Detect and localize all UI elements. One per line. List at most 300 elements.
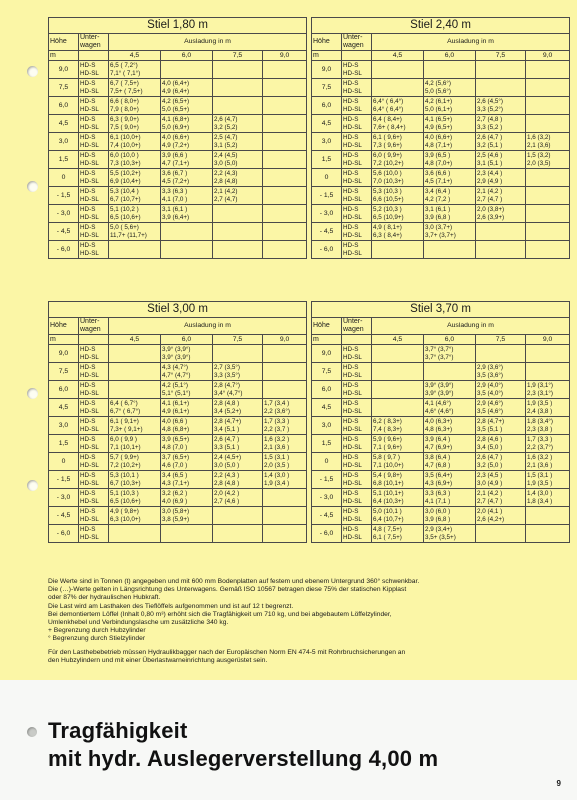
value-hdsl: 7,3 ( 9,6+) (373, 141, 402, 149)
capacity-cell (161, 381, 213, 399)
value-hds: 4,0 (6,6+) (162, 133, 190, 141)
value-hds: 5,0 ( 5,6+) (110, 223, 139, 231)
value-hds: 5,1 (10,3 ) (110, 489, 139, 497)
undercarriage-cell (79, 417, 109, 435)
undercarriage-hdsl: HD-SL (343, 389, 362, 397)
value-hdsl: 4,8 (6,8+) (162, 425, 190, 433)
note-line: Die Werte sind in Tonnen (t) angegeben und mit 600 mm Bodenplatten auf festem und ebenem Untergrund 360° schwenkbar. (48, 578, 420, 585)
capacity-cell (424, 381, 476, 399)
capacity-cell (476, 363, 526, 381)
capacity-cell (161, 241, 213, 259)
capacity-cell (213, 241, 263, 259)
column-header: 7,5 (213, 335, 263, 345)
table-row (312, 79, 570, 97)
height-cell: - 4,5 (49, 507, 79, 525)
value-hds: 2,4 (4,5) (214, 151, 238, 159)
value-hdsl: 11,7+ (11,7+) (110, 231, 147, 239)
capacity-cell (161, 435, 213, 453)
value-hdsl: 4,6° (4,6°) (425, 407, 454, 415)
value-hdsl: 7,3 (10,3+) (110, 159, 141, 167)
value-hdsl: 4,0 (6,9 ) (162, 497, 188, 505)
header-unit: m (49, 335, 79, 345)
capacity-cell (526, 381, 570, 399)
undercarriage-hds: HD-S (80, 169, 96, 177)
capacity-cell (526, 133, 570, 151)
capacity-cell (526, 241, 570, 259)
value-hdsl: 5,0 (5,6°) (425, 87, 451, 95)
undercarriage-hdsl: HD-SL (343, 443, 362, 451)
capacity-cell (476, 453, 526, 471)
capacity-cell (526, 489, 570, 507)
note-line: Die (…)-Werte gelten in Längsrichtung des Unterwagens. Gemäß ISO 10567 betragen diese 75% der statischen Kipplast (48, 586, 407, 594)
value-hds: 6,0 ( 9,9+) (373, 151, 402, 159)
undercarriage-hds: HD-S (343, 223, 359, 231)
height-cell: 7,5 (312, 79, 342, 97)
capacity-cell (213, 61, 263, 79)
undercarriage-hdsl: HD-SL (343, 159, 362, 167)
capacity-cell (161, 345, 213, 363)
value-hdsl: 3,4 (5,0 ) (477, 443, 503, 451)
undercarriage-cell (79, 133, 109, 151)
table-row (312, 363, 570, 381)
capacity-cell (372, 471, 424, 489)
value-hdsl: 3,5 (4,6°) (477, 407, 503, 415)
value-hds: 2,6 (4,7 ) (477, 453, 503, 461)
undercarriage-hds: HD-S (343, 241, 359, 249)
capacity-cell (526, 417, 570, 435)
undercarriage-hds: HD-S (80, 453, 96, 461)
height-cell: 1,5 (312, 435, 342, 453)
value-hdsl: 3,4 (5,2+) (214, 407, 242, 415)
value-hds: 5,4 ( 9,8+) (373, 471, 402, 479)
value-hdsl: 2,8 (4,8 ) (214, 479, 240, 487)
capacity-cell (213, 151, 263, 169)
undercarriage-cell (342, 399, 372, 417)
value-hds: 4,3 (4,7°) (162, 363, 188, 371)
undercarriage-cell (342, 133, 372, 151)
value-hdsl: 4,8 (7,0 ) (162, 443, 188, 451)
value-hdsl: 6,7° ( 6,7°) (110, 407, 141, 415)
value-hds: 4,2 (5,1°) (162, 381, 188, 389)
value-hdsl: 6,4° ( 6,4°) (373, 105, 404, 113)
capacity-cell (161, 223, 213, 241)
column-header: 4,5 (372, 51, 424, 61)
value-hds: 2,6 (4,5°) (477, 97, 503, 105)
note-line: den Hubzylindern und mit einer Überlastwarneinrichtung ausgerüstet sein. (48, 656, 268, 664)
capacity-cell (476, 417, 526, 435)
undercarriage-cell (79, 471, 109, 489)
value-hds: 1,4 (3,0 ) (527, 489, 553, 497)
header-unit: m (49, 51, 79, 61)
value-hds: 6,0 (10,0 ) (110, 151, 139, 159)
value-hds: 1,4 (3,0 ) (264, 471, 290, 479)
value-hds: 6,1 ( 9,1+) (110, 417, 139, 425)
capacity-cell (109, 187, 161, 205)
capacity-cell (161, 97, 213, 115)
height-cell: 6,0 (49, 381, 79, 399)
capacity-cell (213, 525, 263, 543)
undercarriage-cell (79, 187, 109, 205)
capacity-cell (213, 507, 263, 525)
capacity-cell (161, 525, 213, 543)
undercarriage-cell (79, 205, 109, 223)
capacity-cell (372, 435, 424, 453)
value-hds: 4,2 (6,1+) (425, 97, 453, 105)
header-ausladung: Ausladung in m (109, 318, 307, 335)
table-row (312, 435, 570, 453)
undercarriage-hdsl: HD-SL (80, 515, 99, 523)
value-hds: 4,0 (6,6 ) (162, 417, 188, 425)
capacity-cell (372, 133, 424, 151)
undercarriage-hdsl: HD-SL (80, 105, 99, 113)
table-row (312, 169, 570, 187)
value-hdsl: 4,9 (6,5+) (425, 123, 453, 131)
value-hds: 2,7 (3,5°) (214, 363, 240, 371)
capacity-cell (263, 417, 307, 435)
header-blank (342, 51, 372, 61)
undercarriage-cell (342, 187, 372, 205)
column-header: 6,0 (161, 335, 213, 345)
value-hds: 2,2 (4,3) (214, 169, 238, 177)
capacity-cell (526, 471, 570, 489)
undercarriage-hds: HD-S (343, 345, 359, 353)
value-hdsl: 3,2 (5,2) (214, 123, 238, 131)
height-cell: 4,5 (49, 115, 79, 133)
undercarriage-cell (342, 417, 372, 435)
value-hdsl: 3,0 (5,0) (214, 159, 238, 167)
undercarriage-hds: HD-S (343, 97, 359, 105)
value-hds: 6,5 ( 7,2°) (110, 61, 138, 69)
value-hds: 5,3 (10,3 ) (373, 187, 402, 195)
value-hdsl: 2,9 (4,9 ) (477, 177, 503, 185)
height-cell: - 3,0 (49, 205, 79, 223)
value-hdsl: 2,1 (3,6 ) (527, 461, 553, 469)
capacity-cell (424, 471, 476, 489)
header-unterwagen: Unter-wagen (342, 34, 372, 51)
undercarriage-hdsl: HD-SL (80, 141, 99, 149)
undercarriage-hds: HD-S (343, 79, 359, 87)
undercarriage-hds: HD-S (343, 381, 359, 389)
value-hdsl: 4,7 (6,9+) (425, 443, 453, 451)
column-header: 7,5 (213, 51, 263, 61)
capacity-cell (424, 205, 476, 223)
value-hdsl: 7,9 ( 8,0+) (110, 105, 139, 113)
value-hdsl: 4,8 (7,0+) (425, 159, 453, 167)
header-ausladung: Ausladung in m (372, 318, 570, 335)
undercarriage-cell (342, 345, 372, 363)
value-hds: 5,0 (10,1 ) (373, 507, 402, 515)
value-hdsl: 2,7 (4,7) (214, 195, 238, 203)
capacity-cell (526, 205, 570, 223)
capacity-cell (109, 435, 161, 453)
capacity-cell (109, 345, 161, 363)
capacity-cell (213, 381, 263, 399)
table-row (49, 435, 307, 453)
undercarriage-cell (342, 471, 372, 489)
capacity-cell (161, 417, 213, 435)
undercarriage-hdsl: HD-SL (80, 353, 99, 361)
value-hdsl: 5,0 (6,1+) (425, 105, 453, 113)
height-cell: - 4,5 (312, 223, 342, 241)
capacity-cell (372, 187, 424, 205)
capacity-cell (263, 471, 307, 489)
value-hds: 2,7 (4,8 ) (477, 115, 503, 123)
value-hds: 2,9 (4,6°) (477, 399, 503, 407)
header-hoehe: Höhe (312, 34, 342, 51)
height-cell: - 6,0 (312, 241, 342, 259)
value-hds: 5,1 (10,2 ) (110, 205, 139, 213)
undercarriage-hdsl: HD-SL (80, 389, 99, 397)
column-header: 7,5 (476, 51, 526, 61)
value-hds: 4,0 (6,6+) (425, 133, 453, 141)
value-hdsl: 6,4 (10,7+) (373, 515, 404, 523)
capacity-cell (372, 79, 424, 97)
table-row (312, 115, 570, 133)
value-hds: 4,1 (6,5+) (425, 115, 453, 123)
capacity-cell (109, 363, 161, 381)
undercarriage-hds: HD-S (343, 169, 359, 177)
capacity-cell (213, 435, 263, 453)
value-hdsl: 6,4 (10,3+) (373, 497, 404, 505)
value-hdsl: 3,7+ (3,7+) (425, 231, 456, 239)
value-hds: 1,6 (3,2 ) (527, 453, 553, 461)
capacity-cell (213, 115, 263, 133)
table-row (49, 79, 307, 97)
height-cell: - 6,0 (49, 525, 79, 543)
undercarriage-cell (79, 399, 109, 417)
capacity-cell (109, 489, 161, 507)
undercarriage-hdsl: HD-SL (343, 249, 362, 257)
value-hds: 3,6 (6,6 ) (425, 169, 451, 177)
value-hds: 1,5 (3,1 ) (264, 453, 290, 461)
value-hds: 1,9 (3,5 ) (527, 399, 553, 407)
undercarriage-hds: HD-S (80, 345, 96, 353)
table-title: Stiel 3,00 m (49, 302, 307, 318)
height-cell: 9,0 (312, 61, 342, 79)
value-hds: 5,3 (10,4 ) (110, 187, 139, 195)
value-hdsl: 5,0 (6,5+) (162, 105, 190, 113)
table-title: Stiel 1,80 m (49, 18, 307, 34)
value-hdsl: 3,2 (5,0 ) (477, 461, 503, 469)
undercarriage-hds: HD-S (80, 79, 96, 87)
value-hds: 2,9 (4,0°) (477, 381, 503, 389)
undercarriage-hdsl: HD-SL (343, 123, 362, 131)
undercarriage-hdsl: HD-SL (80, 231, 99, 239)
undercarriage-hdsl: HD-SL (343, 69, 362, 77)
value-hds: 2,1 (4,2 ) (477, 489, 503, 497)
capacity-cell (526, 363, 570, 381)
undercarriage-hds: HD-S (80, 115, 96, 123)
undercarriage-hds: HD-S (80, 399, 96, 407)
value-hds: 1,5 (3,1 ) (527, 471, 553, 479)
undercarriage-hds: HD-S (343, 61, 359, 69)
capacity-cell (161, 133, 213, 151)
capacity-cell (161, 79, 213, 97)
value-hdsl: 4,5 (7,1+) (425, 177, 453, 185)
value-hds: 5,5 (10,2+) (110, 169, 141, 177)
undercarriage-cell (79, 151, 109, 169)
value-hds: 3,6 (6,7 ) (162, 169, 188, 177)
table-row (312, 61, 570, 79)
undercarriage-hdsl: HD-SL (80, 159, 99, 167)
height-cell: 7,5 (49, 79, 79, 97)
value-hdsl: 3,1 (5,1 ) (477, 159, 503, 167)
undercarriage-hds: HD-S (80, 471, 96, 479)
capacity-cell (109, 97, 161, 115)
capacity-cell (161, 61, 213, 79)
value-hdsl: 7,6+ ( 8,4+) (373, 123, 406, 131)
capacity-cell (372, 241, 424, 259)
capacity-cell (263, 525, 307, 543)
capacity-cell (424, 97, 476, 115)
value-hdsl: 4,1 (7,0 ) (162, 195, 188, 203)
height-cell: 6,0 (49, 97, 79, 115)
note-line: Bei demontiertem Löffel (Inhalt 0,80 m³) erhöht sich die Tragfähigkeit um 710 kg, und bei abgebautem Löffelzylinder, (48, 610, 392, 618)
undercarriage-hds: HD-S (343, 453, 359, 461)
undercarriage-cell (342, 381, 372, 399)
column-header: 9,0 (263, 51, 307, 61)
capacity-cell (109, 61, 161, 79)
capacity-cell (213, 187, 263, 205)
undercarriage-cell (342, 151, 372, 169)
table-row (49, 399, 307, 417)
value-hds: 1,6 (3,2 ) (264, 435, 290, 443)
value-hds: 2,3 (4,5 ) (477, 471, 503, 479)
capacity-cell (213, 223, 263, 241)
undercarriage-hdsl: HD-SL (80, 371, 99, 379)
value-hds: 5,7 ( 9,9+) (110, 453, 139, 461)
value-hdsl: 6,5 (10,9+) (373, 213, 404, 221)
undercarriage-hdsl: HD-SL (343, 177, 362, 185)
undercarriage-hdsl: HD-SL (343, 371, 362, 379)
value-hdsl: 2,7 (4,7 ) (477, 497, 503, 505)
capacity-cell (424, 453, 476, 471)
capacity-cell (213, 205, 263, 223)
capacity-cell (372, 525, 424, 543)
value-hdsl: 2,6 (3,9+) (477, 213, 505, 221)
header-unit: m (312, 335, 342, 345)
height-cell: 1,5 (312, 151, 342, 169)
value-hds: 6,0 ( 9,9 ) (110, 435, 137, 443)
undercarriage-cell (79, 97, 109, 115)
capacity-cell (109, 453, 161, 471)
value-hds: 3,4 (6,4 ) (425, 187, 451, 195)
table-row (312, 399, 570, 417)
value-hdsl: 6,9 (10,4+) (110, 177, 141, 185)
undercarriage-hdsl: HD-SL (343, 425, 362, 433)
capacity-cell (263, 363, 307, 381)
capacity-cell (476, 133, 526, 151)
value-hdsl: 4,9 (6,1+) (162, 407, 190, 415)
value-hds: 5,3 (10,1 ) (110, 471, 139, 479)
capacity-cell (476, 399, 526, 417)
undercarriage-cell (79, 525, 109, 543)
capacity-cell (526, 399, 570, 417)
table-row (49, 525, 307, 543)
value-hds: 3,8 (6,4 ) (425, 453, 451, 461)
value-hdsl: 4,3 (7,1+) (162, 479, 190, 487)
value-hdsl: 3,9° (3,9°) (425, 389, 454, 397)
height-cell: 0 (312, 169, 342, 187)
value-hds: 2,8 (4,7°) (214, 381, 240, 389)
value-hdsl: 4,8 (6,3+) (425, 425, 453, 433)
value-hdsl: 7,1 (10,0+) (373, 461, 404, 469)
undercarriage-cell (79, 79, 109, 97)
capacity-cell (263, 223, 307, 241)
value-hds: 1,7 (3,3 ) (527, 435, 553, 443)
binder-hole-icon (27, 480, 38, 491)
capacity-cell (424, 151, 476, 169)
capacity-cell (372, 223, 424, 241)
undercarriage-hdsl: HD-SL (343, 479, 362, 487)
height-cell: 7,5 (49, 363, 79, 381)
capacity-cell (213, 417, 263, 435)
height-cell: - 1,5 (312, 471, 342, 489)
undercarriage-hds: HD-S (80, 205, 96, 213)
table-row (49, 223, 307, 241)
value-hdsl: 4,9 (7,2+) (162, 141, 190, 149)
value-hds: 3,4 (6,5 ) (162, 471, 188, 479)
height-cell: 0 (49, 453, 79, 471)
table-row (312, 187, 570, 205)
capacity-cell (526, 97, 570, 115)
undercarriage-hdsl: HD-SL (80, 213, 99, 221)
height-cell: 3,0 (49, 133, 79, 151)
capacity-cell (109, 525, 161, 543)
capacity-cell (476, 115, 526, 133)
value-hdsl: 6,7 (10,3+) (110, 479, 141, 487)
height-cell: - 3,0 (312, 489, 342, 507)
value-hdsl: 2,8 (4,8) (214, 177, 238, 185)
value-hdsl: 4,8 (7,1+) (425, 141, 453, 149)
value-hds: 6,6 ( 8,0+) (110, 97, 139, 105)
capacity-cell (263, 97, 307, 115)
value-hdsl: 7,1 (10,1+) (110, 443, 141, 451)
value-hdsl: 2,6 (4,2+) (477, 515, 505, 523)
table-row (49, 453, 307, 471)
undercarriage-hdsl: HD-SL (80, 69, 99, 77)
header-blank (79, 335, 109, 345)
value-hdsl: 3,5 (4,0°) (477, 389, 503, 397)
value-hdsl: 3,4 (5,1 ) (214, 425, 240, 433)
table-row (312, 151, 570, 169)
capacity-cell (424, 507, 476, 525)
capacity-cell (109, 151, 161, 169)
height-cell: - 6,0 (312, 525, 342, 543)
value-hds: 3,5 (6,4+) (425, 471, 453, 479)
value-hdsl: 4,1 (7,1 ) (425, 497, 451, 505)
capacity-cell (526, 169, 570, 187)
capacity-cell (161, 169, 213, 187)
height-cell: - 6,0 (49, 241, 79, 259)
capacity-cell (476, 489, 526, 507)
note-line: Die Last wird am Lasthaken des Tieflöffels aufgenommen und ist auf 12 t begrenzt. (48, 602, 294, 610)
value-hds: 2,4 (4,5+) (214, 453, 242, 461)
undercarriage-hds: HD-S (80, 417, 96, 425)
header-blank (79, 51, 109, 61)
value-hdsl: 3,5+ (3,5+) (425, 533, 456, 541)
undercarriage-cell (342, 223, 372, 241)
value-hds: 5,6 (10,0 ) (373, 169, 402, 177)
undercarriage-cell (342, 435, 372, 453)
value-hds: 2,1 (4,2 ) (477, 187, 503, 195)
capacity-cell (372, 205, 424, 223)
value-hds: 4,0 (6,3+) (425, 417, 453, 425)
table-row (312, 489, 570, 507)
height-cell: - 1,5 (312, 187, 342, 205)
height-cell: 4,5 (49, 399, 79, 417)
capacity-cell (109, 133, 161, 151)
